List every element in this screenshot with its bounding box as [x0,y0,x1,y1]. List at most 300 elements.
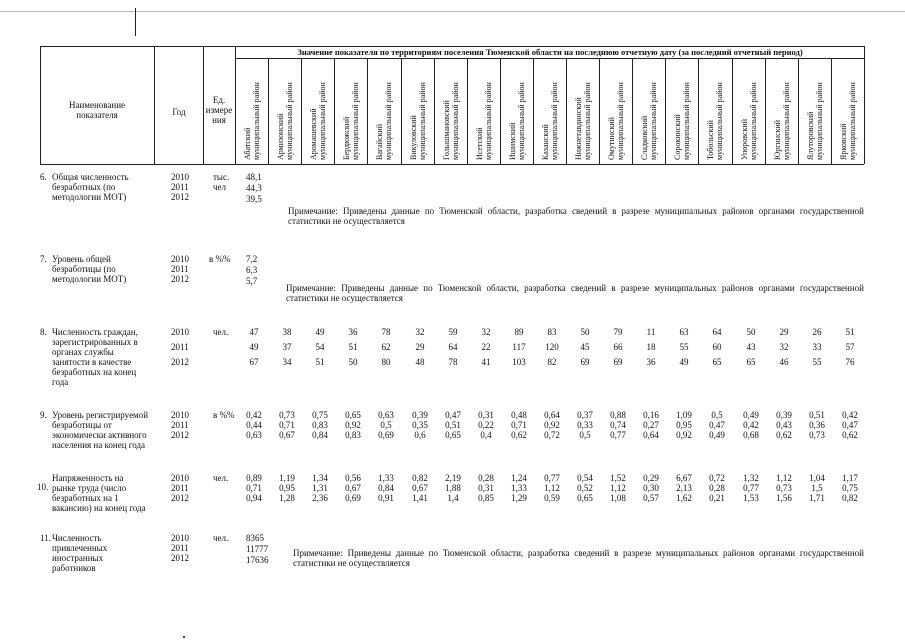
cell-value: 0,57 [643,493,659,503]
scan-mark [135,8,136,36]
cell-value: 78 [448,357,458,367]
district-name: Вагайский [375,124,384,160]
cell-value: 117 [512,342,526,352]
region-value: 7,2 [246,254,258,264]
cell-value: 32 [415,327,425,337]
region-value: 11777 [246,544,269,554]
column-divider [434,58,435,164]
region-value: 6,3 [246,265,258,275]
district-name: Юргинский [773,119,782,160]
cell-value: 45 [580,342,590,352]
cell-value: 0,71 [279,420,295,430]
cell-value: 0,29 [643,473,659,483]
row-number: 9. [40,410,47,420]
cell-value: 63 [679,327,689,337]
cell-value: 1,19 [279,473,295,483]
cell-value: 0,92 [345,420,361,430]
cell-value: 6,67 [676,473,692,483]
cell-value: 65 [712,357,722,367]
cell-value: 50 [746,327,756,337]
year: 2011 [171,420,189,430]
year: 2012 [171,430,189,440]
cell-value: 0,16 [643,410,659,420]
cell-value: 0,42 [246,410,262,420]
indicator-name: вакансию) на конец года [52,503,146,513]
cell-value: 0,89 [246,473,262,483]
cell-value: 1,12 [776,473,792,483]
cell-value: 0,27 [643,420,659,430]
cell-value: 82 [547,357,557,367]
region-value: 48,1 [246,172,262,182]
cell-value: 0,31 [478,483,494,493]
cell-value: 0,54 [577,473,593,483]
cell-value: 0,94 [246,493,262,503]
district-name: Аромашевский [309,108,318,160]
cell-value: 36 [646,357,656,367]
district-type: муниципальный район [252,82,261,160]
row-number: 7. [40,254,47,264]
cell-value: 83 [547,327,557,337]
year: 2010 [171,533,189,543]
district-type: муниципальный район [285,82,294,160]
cell-value: 69 [613,357,623,367]
cell-value: 0,47 [842,420,858,430]
indicator-name: безработных (по [52,182,116,192]
district-type: муниципальный район [715,82,724,160]
cell-value: 0,95 [676,420,692,430]
district-type: муниципальный район [351,82,360,160]
cell-value: 1,71 [809,493,825,503]
year: 2012 [171,357,189,367]
cell-value: 0,85 [478,493,494,503]
district-name: Тобольский [706,120,715,160]
cell-value: 51 [348,342,358,352]
district-type: муниципальный район [318,82,327,160]
cell-value: 0,67 [412,483,428,493]
district-type: муниципальный район [418,82,427,160]
column-divider [665,58,666,164]
cell-value: 0,69 [345,493,361,503]
cell-value: 1,32 [743,473,759,483]
district-name: Упоровский [740,119,749,160]
indicator-name: Уровень регистрируемой [52,410,149,420]
district-type: муниципальный район [782,82,791,160]
cell-value: 54 [315,342,325,352]
indicator-name: безработицы от [52,420,112,430]
district-name: Омутинский [607,117,616,160]
district-type: муниципальный район [682,82,691,160]
cell-value: 0,69 [378,430,394,440]
cell-value: 0,56 [345,473,361,483]
cell-value: 0,35 [412,420,428,430]
indicator-name: Уровень общей [52,254,111,264]
cell-value: 0,75 [842,483,858,493]
row-number: 6. [40,172,47,182]
district-name: Голышмановский [442,100,451,160]
indicator-name: методологии МОТ) [52,192,127,202]
cell-value: 59 [448,327,458,337]
indicator-name: безработных на конец [52,367,137,377]
cell-value: 0,44 [246,420,262,430]
cell-value: 0,65 [345,410,361,420]
indicator-name: зарегистрированных в [52,337,138,347]
indicator-name: экономически активного [52,430,147,440]
indicator-name: работников [52,563,96,573]
cell-value: 1,24 [511,473,527,483]
cell-value: 0,88 [610,410,626,420]
cell-value: 1,33 [511,483,527,493]
note-text: Примечание: Приведены данные по Тюменской области, разработка сведений в разрезе муниципальных районов органами государственной статистики не осуществляется [293,548,864,568]
cell-value: 69 [580,357,590,367]
cell-value: 0,5 [380,420,392,430]
cell-value: 37 [282,342,292,352]
cell-value: 29 [415,342,425,352]
year: 2011 [171,342,189,352]
district-type: муниципальный район [550,82,559,160]
cell-value: 0,28 [709,483,725,493]
cell-value: 38 [282,327,292,337]
cell-value: 2,36 [312,493,328,503]
cell-value: 0,95 [279,483,295,493]
column-divider [632,58,633,164]
cell-value: 0,65 [577,493,593,503]
district-name: Ярковский [839,123,848,160]
cell-value: 0,22 [478,420,494,430]
cell-value: 1,31 [312,483,328,493]
indicator-name: безработных на 1 [52,493,119,503]
region-value: 8365 [246,533,264,543]
district-name: Сладковский [640,115,649,160]
cell-value: 0,49 [709,430,725,440]
cell-value: 1,17 [842,473,858,483]
cell-value: 51 [845,327,855,337]
cell-value: 0,47 [709,420,725,430]
year: 2010 [171,410,189,420]
cell-value: 0,63 [378,410,394,420]
cell-value: 79 [613,327,623,337]
column-divider [334,58,335,164]
year: 2011 [171,264,189,274]
cell-value: 36 [348,327,358,337]
cell-value: 0,43 [776,420,792,430]
indicator-name: Напряженность на [52,473,124,483]
year: 2011 [171,182,189,192]
cell-value: 80 [381,357,391,367]
cell-value: 49 [249,342,259,352]
indicator-name: привлеченных [52,543,108,553]
cell-value: 0,67 [345,483,361,493]
cell-value: 0,83 [312,420,328,430]
cell-value: 0,47 [445,410,461,420]
indicator-name: года [52,377,69,387]
column-divider [500,58,501,164]
cell-value: 0,92 [676,430,692,440]
district-type: муниципальный район [517,82,526,160]
indicator-name: Численность [52,533,102,543]
district-type: муниципальный район [384,82,393,160]
cell-value: 49 [679,357,689,367]
cell-value: 1,4 [447,493,459,503]
cell-value: 1,56 [776,493,792,503]
cell-value: 32 [779,342,789,352]
cell-value: 0,49 [743,410,759,420]
cell-value: 0,77 [544,473,560,483]
district-name: Армизонский [276,113,285,160]
district-name: Бердюжский [342,116,351,160]
cell-value: 0,71 [246,483,262,493]
cell-value: 0,39 [776,410,792,420]
cell-value: 2,13 [676,483,692,493]
district-type: муниципальный район [616,82,625,160]
cell-value: 0,62 [776,430,792,440]
cell-value: 0,62 [842,430,858,440]
cell-value: 1,41 [412,493,428,503]
cell-value: 0,77 [610,430,626,440]
cell-value: 48 [415,357,425,367]
cell-value: 0,21 [709,493,725,503]
cell-value: 64 [448,342,458,352]
cell-value: 0,59 [544,493,560,503]
district-type: муниципальный район [815,82,824,160]
column-divider [798,58,799,164]
cell-value: 11 [646,327,656,337]
cell-value: 0,71 [511,420,527,430]
cell-value: 0,72 [709,473,725,483]
cell-value: 55 [679,342,689,352]
district-name: Ялуторовский [806,111,815,160]
cell-value: 0,51 [809,410,825,420]
indicator-name: занятости в качестве [52,357,132,367]
cell-value: 103 [512,357,526,367]
year: 2012 [171,493,189,503]
cell-value: 47 [249,327,259,337]
cell-value: 0,65 [445,430,461,440]
year: 2010 [171,172,189,182]
cell-value: 0,4 [480,430,492,440]
cell-value: 120 [545,342,559,352]
cell-value: 0,64 [544,410,560,420]
cell-value: 22 [481,342,491,352]
cell-value: 0,91 [378,493,394,503]
cell-value: 1,12 [544,483,560,493]
district-name: Нижнетавдинский [574,97,583,160]
cell-value: 67 [249,357,259,367]
cell-value: 0,28 [478,473,494,483]
column-divider [268,58,269,164]
district-name: Исетский [475,127,484,160]
cell-value: 0,62 [511,430,527,440]
unit: чел. [213,533,229,543]
year: 2010 [171,327,189,337]
indicator-name: безработицы (по [52,264,116,274]
cell-value: 0,63 [246,430,262,440]
column-header-name: Наименование показателя [68,100,126,120]
column-divider [401,58,402,164]
column-divider [698,58,699,164]
cell-value: 0,51 [445,420,461,430]
cell-value: 66 [613,342,623,352]
district-name: Казанский [541,124,550,160]
cell-value: 62 [381,342,391,352]
column-divider [599,58,600,164]
region-value: 5,7 [246,276,258,286]
district-type: муниципальный район [649,82,658,160]
cell-value: 1,53 [743,493,759,503]
cell-value: 41 [481,357,491,367]
cell-value: 0,42 [842,410,858,420]
cell-value: 0,77 [743,483,759,493]
indicator-name: Численность граждан, [52,327,138,337]
district-type: муниципальный район [484,82,493,160]
cell-value: 0,84 [312,430,328,440]
indicator-name: иностранных [52,553,104,563]
column-divider [831,58,832,164]
cell-value: 0,64 [643,430,659,440]
cell-value: 1,09 [676,410,692,420]
cell-value: 1,62 [676,493,692,503]
cell-value: 89 [514,327,524,337]
unit: в %% [209,254,231,264]
cell-value: 0,92 [544,420,560,430]
cell-value: 64 [712,327,722,337]
group-title: Значение показателя по территориям поселения Тюменской области на последнюю отчетную дату (за последний отчетный период) [297,47,803,57]
region-value: 17636 [246,555,269,565]
cell-value: 0,83 [345,430,361,440]
cell-value: 18 [646,342,656,352]
row-number: 8. [40,327,47,337]
unit: чел. [213,473,229,483]
cell-value: 0,5 [579,430,591,440]
district-name: Сорокинский [673,114,682,160]
cell-value: 0,82 [412,473,428,483]
cell-value: 49 [315,327,325,337]
district-type: муниципальный район [583,82,592,160]
column-header-unit: Ед. измере ния [205,95,233,125]
unit: чел [213,182,227,192]
row-number: 11. [40,533,51,543]
cell-value: 50 [580,327,590,337]
cell-value: 0,72 [544,430,560,440]
scan-dot [183,636,185,638]
district-type: муниципальный район [848,82,857,160]
cell-value: 0,6 [414,430,426,440]
district-type: муниципальный район [451,82,460,160]
cell-value: 0,33 [577,420,593,430]
cell-value: 33 [812,342,822,352]
cell-value: 1,29 [511,493,527,503]
cell-value: 1,52 [610,473,626,483]
cell-value: 0,75 [312,410,328,420]
cell-value: 0,73 [776,483,792,493]
cell-value: 76 [845,357,855,367]
cell-value: 0,52 [577,483,593,493]
cell-value: 0,31 [478,410,494,420]
indicator-name: органах службы [52,347,114,357]
cell-value: 65 [746,357,756,367]
column-divider [566,58,567,164]
cell-value: 0,30 [643,483,659,493]
cell-value: 78 [381,327,391,337]
unit: тыс. [213,172,230,182]
cell-value: 0,39 [412,410,428,420]
cell-value: 34 [282,357,292,367]
cell-value: 60 [712,342,722,352]
cell-value: 0,73 [809,430,825,440]
cell-value: 51 [315,357,325,367]
region-value: 39,5 [246,194,262,204]
cell-value: 2,19 [445,473,461,483]
cell-value: 1,12 [610,483,626,493]
indicator-name: рынке труда (число [52,483,127,493]
indicator-name: населения на конец года [52,440,146,450]
district-name: Викуловский [409,115,418,160]
cell-value: 1,88 [445,483,461,493]
row-number: 10. [37,482,49,492]
cell-value: 1,04 [809,473,825,483]
column-header-year: Год [172,107,186,117]
indicator-name: Общая численность [52,172,129,182]
column-divider [301,58,302,164]
year: 2012 [171,192,189,202]
cell-value: 43 [746,342,756,352]
cell-value: 26 [812,327,822,337]
district-type: муниципальный район [749,82,758,160]
cell-value: 0,5 [711,410,723,420]
indicator-name: методологии МОТ) [52,274,127,284]
year: 2011 [171,483,189,493]
year: 2010 [171,473,189,483]
cell-value: 1,08 [610,493,626,503]
cell-value: 0,42 [743,420,759,430]
district-name: Абатский [243,127,252,160]
cell-value: 0,74 [610,420,626,430]
note-text: Примечание: Приведены данные по Тюменской области, разработка сведений в разрезе муниципальных районов органами государственной статистики не осуществляется [288,206,864,226]
cell-value: 32 [481,327,491,337]
cell-value: 1,5 [811,483,823,493]
column-divider [765,58,766,164]
region-value: 44,3 [246,183,262,193]
year: 2012 [171,553,189,563]
cell-value: 0,84 [378,483,394,493]
column-divider [467,58,468,164]
cell-value: 57 [845,342,855,352]
year: 2012 [171,274,189,284]
unit: в %% [213,410,235,420]
cell-value: 0,48 [511,410,527,420]
cell-value: 50 [348,357,358,367]
cell-value: 29 [779,327,789,337]
column-divider [732,58,733,164]
cell-value: 1,28 [279,493,295,503]
cell-value: 0,73 [279,410,295,420]
column-divider [533,58,534,164]
district-name: Ишимский [508,122,517,160]
year: 2011 [171,543,189,553]
cell-value: 0,37 [577,410,593,420]
note-text: Примечание: Приведены данные по Тюменской области, разработка сведений в разрезе муниципальных районов органами государственной статистики не осуществляется [286,283,864,303]
column-divider [367,58,368,164]
cell-value: 1,33 [378,473,394,483]
cell-value: 0,82 [842,493,858,503]
cell-value: 0,67 [279,430,295,440]
cell-value: 46 [779,357,789,367]
cell-value: 0,36 [809,420,825,430]
year: 2010 [171,254,189,264]
cell-value: 0,68 [743,430,759,440]
cell-value: 1,34 [312,473,328,483]
unit: чел. [213,327,229,337]
cell-value: 55 [812,357,822,367]
